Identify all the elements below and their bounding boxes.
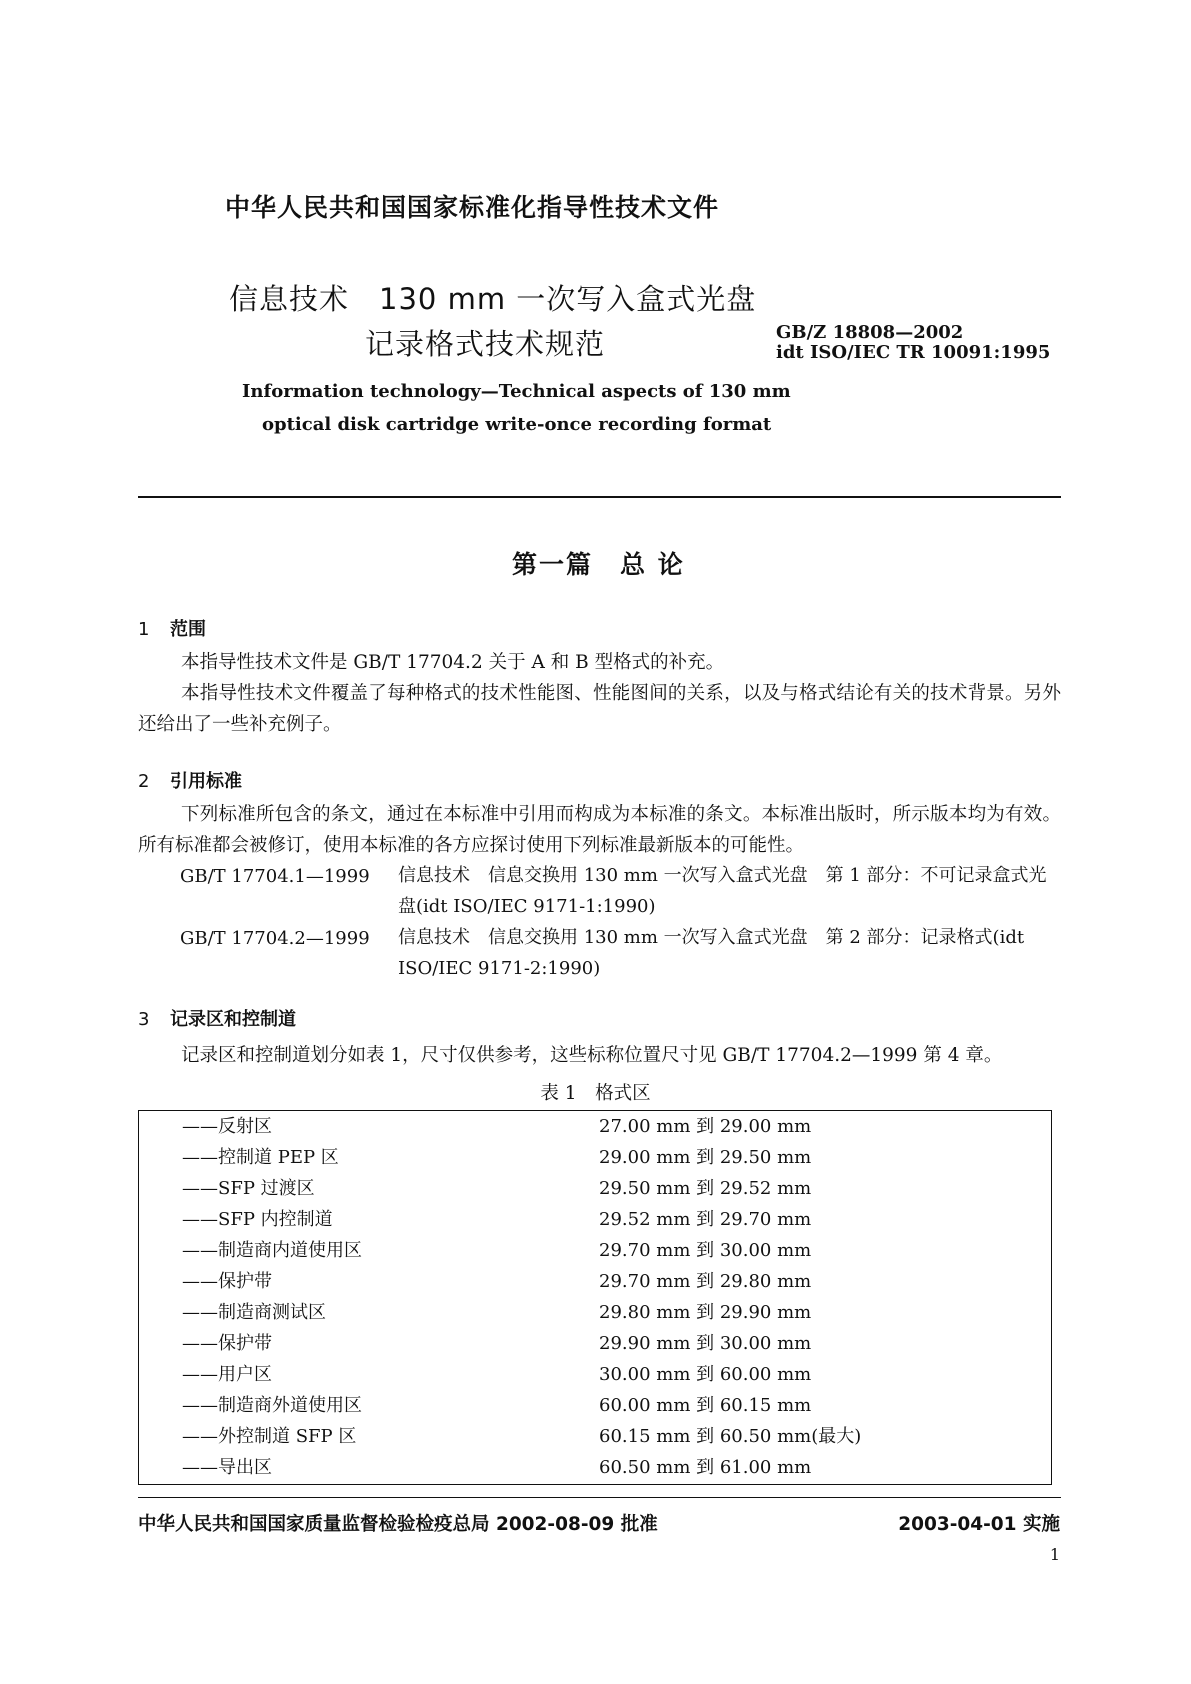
table-row — [139, 1111, 1051, 1142]
approval-statement: 中华人民共和国国家质量监督检验检疫总局 2002-08-09 批准 — [138, 1514, 658, 1535]
footer-divider — [138, 1497, 1061, 1498]
table-row — [139, 1328, 1051, 1359]
zone-label: ——制造商测试区 — [182, 1302, 326, 1323]
zone-label: ——控制道 PEP 区 — [182, 1147, 339, 1168]
zone-range: 29.90 mm 到 30.00 mm — [599, 1333, 812, 1354]
zone-range: 27.00 mm 到 29.00 mm — [599, 1116, 812, 1137]
table-row — [139, 1204, 1051, 1235]
table-row — [139, 1390, 1051, 1421]
zone-label: ——SFP 内控制道 — [182, 1209, 333, 1230]
section-heading-references — [138, 767, 242, 793]
zone-range: 60.50 mm 到 61.00 mm — [599, 1457, 812, 1478]
reference-code: GB/T 17704.2—1999 — [180, 928, 370, 949]
zone-range: 60.00 mm 到 60.15 mm — [599, 1395, 812, 1416]
table-row — [139, 1266, 1051, 1297]
areas-intro: 记录区和控制道划分如表 1，尺寸仅供参考，这些标称位置尺寸见 GB/T 17704.2—1999 第 4 章。 — [181, 1045, 1003, 1066]
english-title-line-2: optical disk cartridge write-once recording format — [262, 414, 772, 435]
zone-range: 29.00 mm 到 29.50 mm — [599, 1147, 812, 1168]
title-line-2: 记录格式技术规范 — [365, 327, 606, 361]
reference-text: 信息技术 信息交换用 130 mm 一次写入盒式光盘 第 2 部分：记录格式(idt ISO/IEC 9171-2:1990) — [398, 927, 1025, 979]
table-row — [139, 1297, 1051, 1328]
english-title-line-1: Information technology—Technical aspects of 130 mm — [242, 381, 791, 402]
part-title: 第一篇 总 论 — [512, 550, 685, 579]
document-header: 中华人民共和国国家标准化指导性技术文件 — [225, 193, 720, 222]
idt-code: idt ISO/IEC TR 10091:1995 — [776, 342, 1051, 363]
zone-label: ——反射区 — [182, 1116, 272, 1137]
reference-text: 信息技术 信息交换用 130 mm 一次写入盒式光盘 第 1 部分：不可记录盒式光盘(idt ISO/IEC 9171-1:1990) — [398, 865, 1047, 917]
section-number: 3 — [138, 1009, 150, 1030]
section-title: 记录区和控制道 — [170, 1009, 296, 1030]
zone-label: ——用户区 — [182, 1364, 272, 1385]
effective-date: 2003-04-01 实施 — [898, 1514, 1060, 1535]
zone-label: ——制造商外道使用区 — [182, 1395, 362, 1416]
format-zone-table — [138, 1110, 1052, 1485]
section-title: 范围 — [170, 619, 206, 640]
zone-label: ——制造商内道使用区 — [182, 1240, 362, 1261]
section-title: 引用标准 — [170, 771, 242, 792]
table-caption: 表 1 格式区 — [540, 1083, 651, 1104]
table-row — [139, 1421, 1051, 1452]
zone-label: ——SFP 过渡区 — [182, 1178, 315, 1199]
references-intro: 下列标准所包含的条文，通过在本标准中引用而构成为本标准的条文。本标准出版时，所示版本均为有效。所有标准都会被修订，使用本标准的各方应探讨使用下列标准最新版本的可能性。 — [138, 804, 1061, 856]
title-line-1: 信息技术 130 mm 一次写入盒式光盘 — [229, 282, 757, 316]
header-divider — [138, 496, 1061, 498]
section-number: 1 — [138, 619, 150, 640]
zone-label: ——保护带 — [182, 1333, 272, 1354]
zone-range: 29.50 mm 到 29.52 mm — [599, 1178, 812, 1199]
zone-label: ——外控制道 SFP 区 — [182, 1426, 357, 1447]
section-heading-areas — [138, 1005, 296, 1031]
scope-paragraph-1: 本指导性技术文件是 GB/T 17704.2 关于 A 和 B 型格式的补充。 — [181, 652, 725, 673]
section-number: 2 — [138, 771, 150, 792]
zone-label: ——保护带 — [182, 1271, 272, 1292]
zone-range: 60.15 mm 到 60.50 mm(最大) — [599, 1426, 862, 1447]
reference-code: GB/T 17704.1—1999 — [180, 866, 370, 887]
table-row — [139, 1235, 1051, 1266]
table-row — [139, 1452, 1051, 1483]
standard-code: GB/Z 18808—2002 — [776, 322, 964, 343]
zone-range: 29.80 mm 到 29.90 mm — [599, 1302, 812, 1323]
section-heading-scope — [138, 615, 206, 641]
scope-paragraph-2: 本指导性技术文件覆盖了每种格式的技术性能图、性能图间的关系，以及与格式结论有关的技术背景。另外还给出了一些补充例子。 — [138, 683, 1061, 735]
table-row — [139, 1142, 1051, 1173]
zone-range: 29.52 mm 到 29.70 mm — [599, 1209, 812, 1230]
zone-range: 30.00 mm 到 60.00 mm — [599, 1364, 812, 1385]
zone-range: 29.70 mm 到 29.80 mm — [599, 1271, 812, 1292]
page-number: 1 — [1049, 1545, 1060, 1564]
zone-range: 29.70 mm 到 30.00 mm — [599, 1240, 812, 1261]
zone-label: ——导出区 — [182, 1457, 272, 1478]
table-row — [139, 1359, 1051, 1390]
table-row — [139, 1173, 1051, 1204]
